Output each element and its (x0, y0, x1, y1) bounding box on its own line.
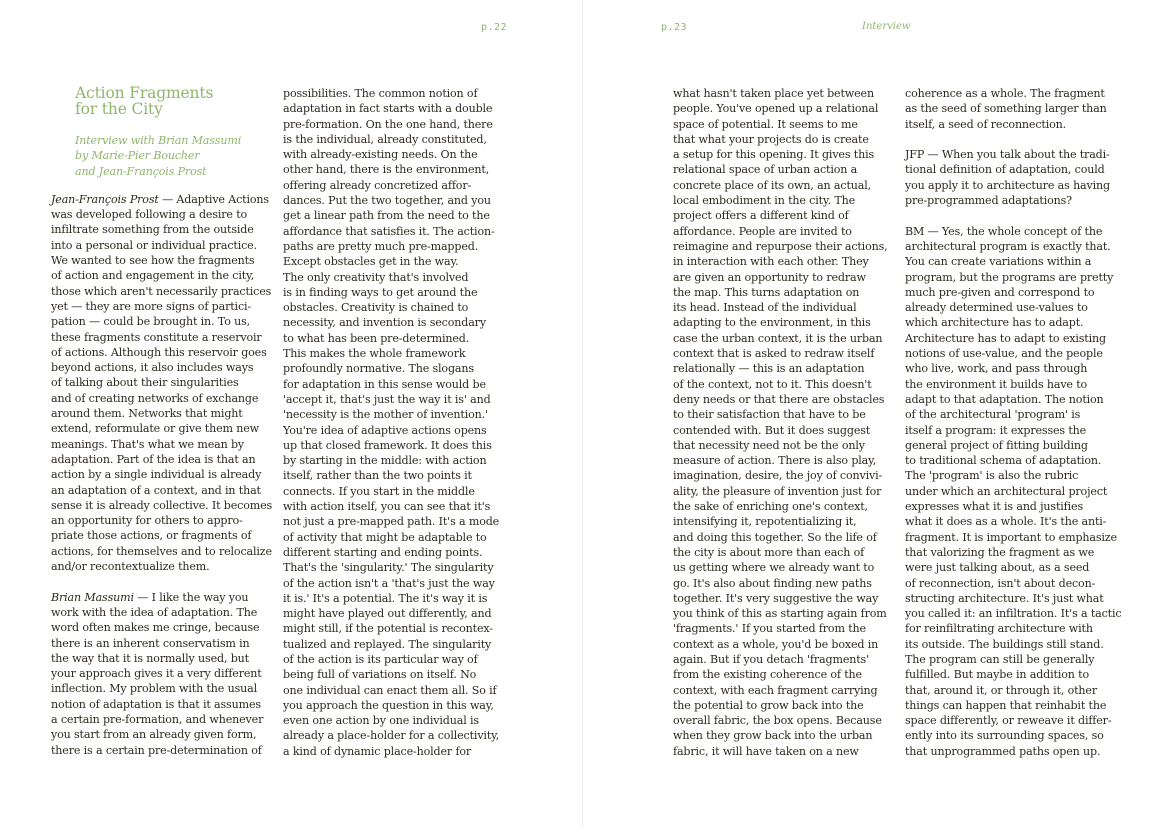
text-line: these fragments constitute a reservoir (51, 330, 262, 344)
speaker-name: Jean-François Prost (51, 192, 159, 206)
text-line: That's the 'singularity.' The singularity (283, 561, 494, 575)
paragraph-jfp-question (905, 147, 1140, 208)
text-line: there is an inherent conservatism in (51, 636, 250, 650)
text-line: one individual can enact them all. So if (283, 683, 497, 697)
text-line: the city is about more than each of (673, 545, 865, 559)
text-line: possibilities. The common notion of (283, 87, 478, 100)
text-line: into a personal or individual practice. (51, 238, 257, 252)
text-line: under which an architectural project (905, 484, 1108, 498)
text-line: Except obstacles get in the way. (283, 255, 459, 269)
text-line: You're idea of adaptive actions opens (283, 423, 487, 437)
text-line: You can create variations within a (905, 255, 1092, 269)
text-line: space of potential. It seems to me (673, 117, 858, 131)
text-line: and of creating networks of exchange (51, 391, 259, 405)
text-line: a kind of dynamic place-holder for (283, 744, 472, 758)
text-line: ently into its surrounding spaces, so (905, 729, 1104, 743)
running-head: Interview (862, 21, 911, 32)
text-line: get a linear path from the need to the (283, 209, 490, 223)
text-line: for reinfiltrating architecture with (905, 622, 1093, 636)
text-line: Architecture has to adapt to existing (905, 331, 1106, 345)
text-line: by starting in the middle: with action (283, 454, 487, 468)
text-line: We wanted to see how the fragments (51, 254, 255, 268)
text-line: were just talking about, as a seed (905, 561, 1090, 575)
text-line: 'fragments.' If you started from the (673, 622, 866, 636)
text-line: adaptation. Part of the idea is that an (51, 452, 256, 466)
text-line: itself, a seed of reconnection. (905, 117, 1067, 131)
subtitle-line: and Jean-François Prost (75, 164, 207, 178)
text-line: much pre-given and correspond to (905, 285, 1095, 299)
text-line: of the action isn't a 'that's just the way (283, 576, 495, 590)
text-line: in interaction with each other. They (673, 255, 869, 269)
text-line: pre-programmed adaptations? (905, 194, 1072, 208)
text-line: being full of variations on itself. No (283, 668, 477, 682)
text-line: things can happen that reinhabit the (905, 698, 1107, 712)
column-3 (673, 86, 898, 759)
text-line: structing architecture. It's just what (905, 591, 1104, 605)
text-line: that unprogrammed paths open up. (905, 744, 1101, 758)
text-line: 'accept it, that's just the way it is' and (283, 392, 491, 406)
paragraph-continued (283, 86, 508, 759)
text-line: that, around it, or through it, other (905, 683, 1097, 697)
text-line: you called it: an infiltration. It's a tactic (905, 607, 1122, 621)
text-line: it is.' It's a potential. The it's way it is (283, 591, 488, 605)
paragraph-continued (673, 86, 898, 759)
text-line: together. It's very suggestive the way (673, 591, 879, 605)
text-line: meanings. That's what we mean by (51, 437, 245, 451)
text-line: people. You've opened up a relational (673, 102, 879, 116)
text-line: to what has been pre-determined. (283, 331, 470, 345)
text-line: obstacles. Creativity is chained to (283, 301, 469, 315)
text-line: is the individual, already constituted, (283, 132, 487, 146)
text-line: an adaptation of a context, and in that (51, 483, 261, 497)
text-line: already a place-holder for a collectivity, (283, 729, 500, 743)
text-line: itself a program: it expresses the (905, 423, 1087, 437)
column-2 (283, 86, 508, 759)
column-1 (51, 86, 271, 758)
text-line: connects. If you start in the middle (283, 484, 475, 498)
text-line: might still, if the potential is recontex- (283, 622, 493, 636)
text-line: deny needs or that there are obstacles (673, 392, 885, 406)
text-line: local embodiment in the city. The (673, 194, 855, 208)
text-line: inflection. My problem with the usual (51, 682, 257, 696)
text-line: action by a single individual is already (51, 468, 262, 482)
text-line: its outside. The buildings still stand. (905, 637, 1104, 651)
title-line: Action Fragments (75, 84, 214, 102)
text-line: The only creativity that's involved (283, 270, 469, 284)
text-line: not just a pre-mapped path. It's a mode (283, 515, 500, 529)
text-line: as the seed of something larger than (905, 102, 1107, 116)
text-line: you approach the question in this way, (283, 698, 494, 712)
text-line: itself, rather than the two points it (283, 469, 472, 483)
text-line: which architecture has to adapt. (905, 316, 1084, 330)
text-line: context that is asked to redraw itself (673, 347, 875, 361)
title-line: for the City (75, 99, 163, 118)
text-line: paths are pretty much pre-mapped. (283, 239, 479, 253)
text-line: different starting and ending points. (283, 545, 483, 559)
text-line: pation — could be brought in. To us, (51, 315, 251, 329)
text-line: you apply it to architecture as having (905, 178, 1110, 192)
text-line: a setup for this opening. It gives this (673, 148, 875, 162)
text-line: with already-existing needs. On the (283, 148, 478, 162)
text-line: when they grow back into the urban (673, 729, 873, 743)
text-line: architectural program is exactly that. (905, 239, 1111, 253)
text-line: of action and engagement in the city, (51, 269, 255, 283)
text-line: expresses what it is and justifies (905, 500, 1083, 514)
text-line: project offers a different kind of (673, 209, 849, 223)
text-line: other hand, there is the environment, (283, 163, 490, 177)
text-line: and doing this together. So the life of (673, 530, 877, 544)
text-line: affordance. People are invited to (673, 224, 852, 238)
text-line: an opportunity for others to appro- (51, 514, 243, 528)
text-line: that necessity need not be the only (673, 438, 865, 452)
text-line: infiltrate something from the outside (51, 223, 254, 237)
text-line: of reconnection, isn't about decon- (905, 576, 1096, 590)
column-4 (905, 86, 1140, 759)
text-line: This makes the whole framework (283, 347, 466, 361)
speaker-name: Brian Massumi (51, 590, 134, 604)
text-line: might have played out differently, and (283, 607, 492, 621)
text-line: fulfilled. But maybe in addition to (905, 668, 1089, 682)
text-line: the potential to grow back into the (673, 698, 864, 712)
text-line: already determined use-values to (905, 301, 1088, 315)
subtitle-line: by Marie-Pier Boucher (75, 149, 200, 163)
text-line: context as a whole, you'd be boxed in (673, 637, 879, 651)
text-line: there is a certain pre-determination of (51, 743, 262, 757)
text-line: of actions. Although this reservoir goes (51, 345, 267, 359)
article-subtitle (75, 133, 271, 179)
text-line: reimagine and repurpose their actions, (673, 239, 888, 253)
text-line: the sake of enriching one's context, (673, 500, 868, 514)
paragraph-bm-answer (51, 590, 271, 758)
text-line: actions, for themselves and to relocalize (51, 544, 272, 558)
text-line: to traditional schema of adaptation. (905, 454, 1102, 468)
text-line: dances. Put the two together, and you (283, 194, 491, 208)
right-page (583, 0, 1165, 827)
text-line: context, with each fragment carrying (673, 683, 878, 697)
text-line: around them. Networks that might (51, 407, 243, 421)
text-line: the way that it is normally used, but (51, 651, 249, 665)
text-line: again. But if you detach 'fragments' (673, 652, 869, 666)
text-line: contended with. But it does suggest (673, 423, 871, 437)
text-line: you start from an already given form, (51, 728, 257, 742)
text-line: up that closed framework. It does this (283, 438, 492, 452)
text-line: with action itself, you can see that it's (283, 500, 491, 514)
text-line: intensifying it, repotentializing it, (673, 515, 857, 529)
text-line: affordance that satisfies it. The action- (283, 224, 495, 238)
text-line: priate those actions, or fragments of (51, 529, 252, 543)
text-line: yet — they are more signs of partici- (51, 299, 252, 313)
text-line: who live, work, and pass through (905, 362, 1088, 376)
text-line: general project of fitting building (905, 438, 1088, 452)
subtitle-line: Interview with Brian Massumi (75, 134, 242, 147)
text-line: BM — Yes, the whole concept of the (905, 224, 1103, 238)
text-line: work with the idea of adaptation. The (51, 605, 258, 619)
text-line: extend, reformulate or give them new (51, 422, 260, 436)
text-line: its head. Instead of the individual (673, 301, 857, 315)
text-line: offering already concretized affor- (283, 178, 472, 192)
text-line: tualized and replayed. The singularity (283, 637, 492, 651)
text-line: adapt to that adaptation. The notion (905, 392, 1104, 406)
text-line: of talking about their singularities (51, 376, 239, 390)
text-line: what it does as a whole. It's the anti- (905, 515, 1107, 529)
text-line: relationally — this is an adaptation (673, 362, 865, 376)
text-line: those which aren't necessarily practices (51, 284, 272, 298)
text-line: imagination, desire, the joy of convivi- (673, 469, 883, 483)
text-line: tional definition of adaptation, could (905, 163, 1105, 177)
text-line: your approach gives it a very different (51, 667, 262, 681)
text-line: for adaptation in this sense would be (283, 377, 486, 391)
text-line: you think of this as starting again from (673, 607, 887, 621)
text-line: beyond actions, it also includes ways (51, 361, 254, 375)
text-line: from the existing coherence of the (673, 668, 862, 682)
text-line: of the action is its particular way of (283, 652, 478, 666)
text-line: profoundly normative. The slogans (283, 362, 474, 376)
text-line: a certain pre-formation, and whenever (51, 712, 264, 726)
text-line: 'necessity is the mother of invention.' (283, 408, 488, 422)
text-line: what hasn't taken place yet between (673, 87, 874, 100)
first-line: Brian Massumi — I like the way you (51, 590, 249, 604)
paragraph-jfp-intro (51, 192, 271, 574)
text-line: that valorizing the fragment as we (905, 545, 1095, 559)
text-line: us getting where we already want to (673, 561, 875, 575)
text-line: go. It's also about finding new paths (673, 576, 872, 590)
text-line: even one action by one individual is (283, 714, 479, 728)
text-line: The 'program' is also the rubric (905, 469, 1079, 483)
text-line: notion of adaptation is that it assumes (51, 697, 261, 711)
page-number-right: p.23 (661, 22, 688, 33)
text-line: is in finding ways to get around the (283, 285, 478, 299)
text-line: pre-formation. On the one hand, there (283, 117, 493, 131)
text-line: notions of use-value, and the people (905, 347, 1103, 361)
text-line: JFP — When you talk about the tradi- (905, 148, 1110, 162)
paragraph-bm-answer (905, 224, 1140, 759)
text-line: ality, the pleasure of invention just for (673, 484, 882, 498)
text-line: the map. This turns adaptation on (673, 285, 860, 299)
text-line: program, but the programs are pretty (905, 270, 1114, 284)
page-number-left: p.22 (481, 22, 508, 33)
text-line: of the context, not to it. This doesn't (673, 377, 872, 391)
text-line: to their satisfaction that have to be (673, 408, 866, 422)
text-line: of activity that might be adaptable to (283, 530, 487, 544)
text-line: adapting to the environment, in this (673, 316, 871, 330)
text-line: space differently, or reweave it differ- (905, 714, 1112, 728)
text-line: The program can still be generally (905, 652, 1095, 666)
text-line: measure of action. There is also play, (673, 454, 877, 468)
text-line: adaptation in fact starts with a double (283, 102, 493, 116)
text-line: word often makes me cringe, because (51, 621, 260, 635)
text-line: and/or recontextualize them. (51, 560, 210, 574)
text-line: overall fabric, the box opens. Because (673, 714, 882, 728)
text-line: relational space of urban action a (673, 163, 858, 177)
text-line: fragment. It is important to emphasize (905, 530, 1117, 544)
text-line: sense it is already collective. It becomes (51, 498, 273, 512)
text-line: of the architectural 'program' is (905, 408, 1081, 422)
text-line: fabric, it will have taken on a new (673, 744, 859, 758)
text-line: are given an opportunity to redraw (673, 270, 866, 284)
first-line: Jean-François Prost — Adaptive Actions (51, 192, 269, 206)
text-line: coherence as a whole. The fragment (905, 87, 1105, 100)
text-line: was developed following a desire to (51, 208, 248, 222)
text-line: the environment it builds have to (905, 377, 1088, 391)
text-line: that what your projects do is create (673, 132, 869, 146)
paragraph-fragment (905, 86, 1140, 132)
article-title (75, 86, 271, 117)
text-line: concrete place of its own, an actual, (673, 178, 871, 192)
text-line: case the urban context, it is the urban (673, 331, 883, 345)
text-line: necessity, and invention is secondary (283, 316, 486, 330)
